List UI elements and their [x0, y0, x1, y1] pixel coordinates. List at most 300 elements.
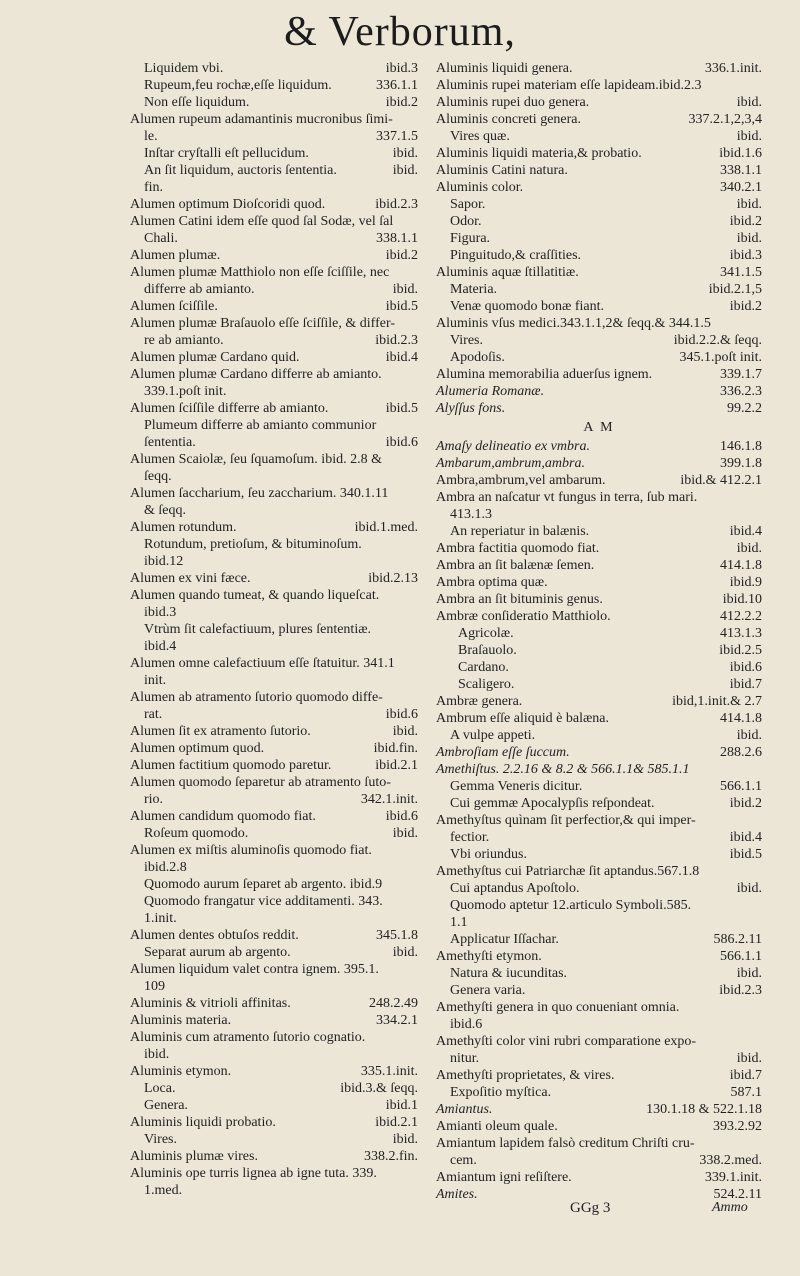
entry-text: Ambra an naſcatur vt fungus in terra, ſub mari. — [436, 490, 698, 505]
entry-text: Cui gemmæ Apocalypſis reſpondeat. — [450, 796, 655, 811]
entry-text: Alumen optimum Dioſcoridi quod. — [130, 197, 326, 212]
entry-text: Plumeum differre ab amianto communior — [144, 418, 377, 433]
index-entry — [436, 128, 766, 145]
entry-reference: 337.1.5 — [376, 129, 418, 144]
entry-reference: 338.1.1 — [376, 231, 418, 246]
entry-reference: ibid.2.1 — [375, 758, 418, 773]
index-entry — [436, 642, 766, 659]
entry-text: Aluminis rupei materiam eſſe lapideam.ibid.2.3 — [436, 78, 702, 93]
entry-text: Amethyſti etymon. — [436, 949, 542, 964]
index-entry — [436, 608, 766, 625]
index-entry — [436, 111, 766, 128]
index-entry — [130, 145, 422, 162]
index-entry — [130, 825, 422, 842]
index-entry — [436, 472, 766, 489]
index-entry — [130, 672, 422, 689]
index-entry — [436, 1050, 766, 1067]
index-entry — [130, 740, 422, 757]
entry-reference: ibid.7 — [729, 677, 762, 692]
entry-text: Alumen optimum quod. — [130, 741, 265, 756]
entry-text: Aluminis vſus medici.343.1.1,2& ſeqq.& 344.1.5 — [436, 316, 711, 331]
entry-text: An ſit liquidum, auctoris ſententia. — [144, 163, 337, 178]
index-entry — [436, 999, 766, 1016]
index-entry — [436, 281, 766, 298]
entry-text: Vbi oriundus. — [450, 847, 527, 862]
entry-reference: ibid. — [392, 1132, 418, 1147]
index-entry — [436, 506, 766, 523]
entry-reference: 566.1.1 — [720, 779, 762, 794]
index-entry — [130, 485, 422, 502]
entry-reference: 146.1.8 — [720, 439, 762, 454]
entry-text: 339.1.poſt init. — [144, 384, 227, 399]
entry-text: ſeqq. — [144, 469, 172, 484]
index-entry — [130, 1012, 422, 1029]
entry-text: ſententia. — [144, 435, 196, 450]
index-entry — [130, 791, 422, 808]
entry-text: Alumen dentes obtuſos reddit. — [130, 928, 299, 943]
index-entry — [130, 536, 422, 553]
entry-text: Alumen ſaccharium, ſeu zaccharium. 340.1.11 — [130, 486, 389, 501]
entry-reference: ibid.5 — [385, 401, 418, 416]
entry-reference: ibid. — [736, 728, 762, 743]
index-entry — [130, 332, 422, 349]
entry-reference: ibid. — [392, 945, 418, 960]
entry-text: Amiantum igni reſiſtere. — [436, 1170, 572, 1185]
entry-text: Alumen omne calefactiuum eſſe ſtatuitur. 341.1 — [130, 656, 395, 671]
entry-text: Aluminis cum atramento ſutorio cognatio. — [130, 1030, 366, 1045]
entry-reference: ibid.2.1,5 — [708, 282, 762, 297]
entry-text: Alumen ſciſſile. — [130, 299, 218, 314]
index-entry — [436, 982, 766, 999]
entry-text: Vires quæ. — [450, 129, 510, 144]
index-entry — [436, 557, 766, 574]
entry-text: Agricolæ. — [458, 626, 514, 641]
index-entry — [436, 676, 766, 693]
index-entry — [130, 961, 422, 978]
left-column — [130, 60, 422, 1199]
entry-text: Separat aurum ab argento. — [144, 945, 291, 960]
index-entry — [130, 77, 422, 94]
entry-text: 1.med. — [144, 1183, 183, 1198]
index-entry — [130, 1165, 422, 1182]
entry-text: Alumen candidum quomodo fiat. — [130, 809, 316, 824]
index-entry — [130, 451, 422, 468]
entry-text: Ambroſiam eſſe ſuccum. — [436, 745, 570, 760]
index-entry — [130, 434, 422, 451]
entry-reference: ibid.fin. — [373, 741, 418, 756]
entry-reference: ibid.9 — [729, 575, 762, 590]
entry-text: Aluminis liquidi genera. — [436, 61, 573, 76]
index-entry — [436, 931, 766, 948]
entry-reference: ibid.10 — [722, 592, 762, 607]
entry-text: Amiantus. — [436, 1102, 493, 1117]
index-entry — [130, 1114, 422, 1131]
entry-text: Alumen Scaiolæ, ſeu ſquamoſum. ibid. 2.8 & — [130, 452, 382, 467]
entry-text: Inſtar cryſtalli eſt pellucidum. — [144, 146, 309, 161]
entry-reference: ibid,1.init.& 2.7 — [672, 694, 762, 709]
entry-text: Materia. — [450, 282, 498, 297]
index-entry — [130, 349, 422, 366]
entry-text: Amiantum lapidem falsò creditum Chriſti cru- — [436, 1136, 695, 1151]
entry-reference: ibid.2 — [385, 248, 418, 263]
entry-text: Aluminis Catini natura. — [436, 163, 568, 178]
index-entry — [436, 812, 766, 829]
entry-text: Natura & iucunditas. — [450, 966, 568, 981]
entry-text: Aluminis concreti genera. — [436, 112, 582, 127]
entry-text: Quomodo frangatur vice additamenti. 343. — [144, 894, 383, 909]
entry-reference: ibid.1.med. — [354, 520, 418, 535]
index-entry — [130, 1131, 422, 1148]
entry-reference: 338.1.1 — [720, 163, 762, 178]
entry-text: Alumen ex miſtis aluminoſis quomodo fiat. — [130, 843, 372, 858]
entry-reference: ibid.5 — [729, 847, 762, 862]
entry-reference: ibid.2.1 — [375, 1115, 418, 1130]
entry-text: init. — [144, 673, 167, 688]
index-entry — [130, 757, 422, 774]
entry-text: ibid.12 — [144, 554, 184, 569]
entry-reference: ibid. — [392, 282, 418, 297]
entry-reference: ibid.2 — [385, 95, 418, 110]
index-entry — [436, 60, 766, 77]
entry-reference: ibid.6 — [385, 707, 418, 722]
index-entry — [436, 863, 766, 880]
index-entry — [130, 502, 422, 519]
index-entry — [130, 553, 422, 570]
index-entry — [436, 1033, 766, 1050]
entry-text: Vtrùm ſit calefactiuum, plures ſententiæ. — [144, 622, 372, 637]
entry-text: Non eſſe liquidum. — [144, 95, 250, 110]
index-entry — [130, 179, 422, 196]
entry-reference: 336.1.init. — [704, 61, 762, 76]
index-entry — [130, 1063, 422, 1080]
index-entry — [130, 1182, 422, 1199]
index-entry — [130, 927, 422, 944]
entry-reference: 413.1.3 — [720, 626, 762, 641]
index-entry — [436, 914, 766, 931]
entry-reference: 412.2.2 — [720, 609, 762, 624]
entry-text: Amianti oleum quale. — [436, 1119, 558, 1134]
index-entry — [436, 948, 766, 965]
entry-text: Aluminis rupei duo genera. — [436, 95, 590, 110]
entry-text: Quomodo aptetur 12.articulo Symboli.585. — [450, 898, 692, 913]
entry-reference: 248.2.49 — [369, 996, 418, 1011]
entry-text: A M — [583, 420, 615, 435]
entry-text: le. — [144, 129, 158, 144]
index-entry — [436, 438, 766, 455]
index-entry — [130, 230, 422, 247]
entry-text: Alumen ſit ex atramento ſutorio. — [130, 724, 311, 739]
entry-text: Alumina memorabilia aduerſus ignem. — [436, 367, 653, 382]
index-entry — [130, 808, 422, 825]
entry-text: Aluminis materia. — [130, 1013, 232, 1028]
entry-text: fin. — [144, 180, 164, 195]
index-entry — [436, 162, 766, 179]
entry-reference: 130.1.18 & 522.1.18 — [646, 1102, 762, 1117]
entry-text: Aluminis liquidi materia,& probatio. — [436, 146, 642, 161]
index-entry — [130, 944, 422, 961]
index-entry — [436, 761, 766, 778]
entry-text: Ambræ genera. — [436, 694, 523, 709]
entry-reference: 345.1.8 — [376, 928, 418, 943]
entry-text: 1.1 — [450, 915, 468, 930]
right-column — [436, 60, 766, 1203]
entry-text: Amethyſti color vini rubri comparatione expo- — [436, 1034, 697, 1049]
entry-reference: ibid. — [392, 163, 418, 178]
entry-reference: 414.1.8 — [720, 711, 762, 726]
index-entry — [436, 880, 766, 897]
entry-text: Alumen ſciſſile differre ab amianto. — [130, 401, 329, 416]
index-entry — [130, 1046, 422, 1063]
index-entry — [436, 196, 766, 213]
index-entry — [130, 315, 422, 332]
entry-text: Aluminis etymon. — [130, 1064, 232, 1079]
index-entry — [130, 111, 422, 128]
index-entry — [130, 570, 422, 587]
index-entry — [436, 366, 766, 383]
entry-text: 1.init. — [144, 911, 177, 926]
entry-reference: ibid.3 — [385, 61, 418, 76]
entry-text: Rotundum, pretioſum, & bituminoſum. — [144, 537, 362, 552]
entry-reference: 414.1.8 — [720, 558, 762, 573]
index-entry — [130, 723, 422, 740]
entry-text: Quomodo aurum ſeparet ab argento. ibid.9 — [144, 877, 383, 892]
entry-reference: 288.2.6 — [720, 745, 762, 760]
entry-reference: ibid. — [736, 231, 762, 246]
index-entry — [436, 591, 766, 608]
entry-reference: ibid. — [392, 724, 418, 739]
index-entry — [436, 145, 766, 162]
entry-text: Apodoſis. — [450, 350, 505, 365]
entry-text: Expoſitio myſtica. — [450, 1085, 552, 1100]
entry-reference: 587.1 — [730, 1085, 762, 1100]
entry-reference: 99.2.2 — [727, 401, 762, 416]
entry-reference: ibid.1 — [385, 1098, 418, 1113]
index-entry — [436, 332, 766, 349]
index-entry — [436, 897, 766, 914]
index-entry — [436, 489, 766, 506]
entry-text: Pinguitudo,& craſſities. — [450, 248, 582, 263]
entry-text: ibid.6 — [450, 1017, 483, 1032]
entry-text: cem. — [450, 1153, 477, 1168]
entry-text: Gemma Veneris dicitur. — [450, 779, 583, 794]
entry-text: Alumen plumæ Cardano differre ab amianto. — [130, 367, 382, 382]
entry-text: Alumen quomodo ſeparetur ab atramento ſuto- — [130, 775, 391, 790]
entry-text: Braſauolo. — [458, 643, 517, 658]
entry-text: Aluminis aquæ ſtillatitiæ. — [436, 265, 579, 280]
index-entry — [130, 1080, 422, 1097]
index-entry — [436, 1084, 766, 1101]
entry-text: Alumeria Romanæ. — [436, 384, 545, 399]
entry-reference: 338.2.fin. — [363, 1149, 418, 1164]
entry-text: Alumen ab atramento ſutorio quomodo diffe- — [130, 690, 383, 705]
entry-reference: 338.2.med. — [699, 1153, 762, 1168]
index-entry — [130, 604, 422, 621]
entry-reference: ibid.3 — [729, 248, 762, 263]
entry-reference: ibid.2.5 — [719, 643, 762, 658]
entry-text: Alumen plumæ. — [130, 248, 221, 263]
entry-text: Alumen factitium quomodo paretur. — [130, 758, 332, 773]
index-entry — [436, 455, 766, 472]
index-entry — [436, 744, 766, 761]
index-entry — [436, 1169, 766, 1186]
entry-text: ibid. — [144, 1047, 170, 1062]
entry-text: Cui aptandus Apoſtolo. — [450, 881, 580, 896]
entry-reference: 566.1.1 — [720, 949, 762, 964]
index-entry — [130, 281, 422, 298]
index-entry — [436, 400, 766, 417]
entry-text: Alumen ex vini fæce. — [130, 571, 251, 586]
entry-text: nitur. — [450, 1051, 480, 1066]
entry-text: Applicatur Iſſachar. — [450, 932, 559, 947]
index-entry — [130, 859, 422, 876]
index-entry — [436, 778, 766, 795]
entry-text: Aluminis plumæ vires. — [130, 1149, 258, 1164]
entry-text: Figura. — [450, 231, 491, 246]
entry-text: Alumen plumæ Braſauolo eſſe ſciſſile, & differ- — [130, 316, 396, 331]
entry-reference: ibid. — [736, 1051, 762, 1066]
index-entry — [436, 298, 766, 315]
index-entry — [130, 587, 422, 604]
entry-reference: ibid.4 — [729, 524, 762, 539]
index-entry — [436, 846, 766, 863]
entry-text: Ambræ conſideratio Matthiolo. — [436, 609, 611, 624]
catchword: Ammo — [712, 1200, 748, 1215]
entry-reference: 339.1.init. — [704, 1170, 762, 1185]
entry-reference: ibid. — [392, 826, 418, 841]
entry-text: Ambra factitia quomodo fiat. — [436, 541, 600, 556]
entry-reference: 335.1.init. — [360, 1064, 418, 1079]
entry-reference: ibid.3.& ſeqq. — [340, 1081, 418, 1096]
entry-reference: ibid. — [736, 881, 762, 896]
entry-reference: ibid.2 — [729, 796, 762, 811]
index-entry — [130, 638, 422, 655]
entry-reference: ibid.4 — [729, 830, 762, 845]
entry-reference: ibid. — [736, 541, 762, 556]
entry-reference: ibid.2 — [729, 214, 762, 229]
index-entry — [436, 625, 766, 642]
index-entry — [436, 213, 766, 230]
index-entry — [130, 842, 422, 859]
entry-text: Alumen liquidum valet contra ignem. 395.1. — [130, 962, 379, 977]
entry-reference: ibid. — [736, 966, 762, 981]
entry-text: Aluminis & vitrioli affinitas. — [130, 996, 291, 1011]
index-entry — [436, 1152, 766, 1169]
index-entry — [436, 94, 766, 111]
index-entry — [436, 1067, 766, 1084]
index-entry — [436, 315, 766, 332]
index-entry — [436, 383, 766, 400]
index-entry — [436, 693, 766, 710]
entry-text: Odor. — [450, 214, 482, 229]
section-heading — [436, 419, 766, 436]
index-entry — [436, 349, 766, 366]
entry-reference: 336.1.1 — [376, 78, 418, 93]
entry-reference: 399.1.8 — [720, 456, 762, 471]
entry-text: Aluminis color. — [436, 180, 524, 195]
entry-reference: ibid.2.3 — [375, 333, 418, 348]
index-entry — [130, 978, 422, 995]
entry-reference: 393.2.92 — [713, 1119, 762, 1134]
entry-reference: 339.1.7 — [720, 367, 762, 382]
entry-reference: ibid. — [736, 95, 762, 110]
entry-text: Amaſy delineatio ex vmbra. — [436, 439, 590, 454]
entry-text: Amethyſtus quìnam ſit perfectior,& qui imper- — [436, 813, 696, 828]
entry-reference: 342.1.init. — [360, 792, 418, 807]
entry-reference: 337.2.1,2,3,4 — [688, 112, 762, 127]
entry-reference: ibid.1.6 — [719, 146, 762, 161]
index-entry — [436, 727, 766, 744]
entry-text: Alumen Catini idem eſſe quod ſal Sodæ, vel ſal — [130, 214, 394, 229]
index-entry — [436, 1101, 766, 1118]
index-entry — [130, 366, 422, 383]
entry-text: Amethyſti proprietates, & vires. — [436, 1068, 615, 1083]
index-entry — [130, 128, 422, 145]
index-entry — [130, 1148, 422, 1165]
index-entry — [130, 94, 422, 111]
entry-text: Liquidem vbi. — [144, 61, 224, 76]
entry-text: Ambarum,ambrum,ambra. — [436, 456, 585, 471]
index-entry — [436, 230, 766, 247]
entry-text: rat. — [144, 707, 163, 722]
entry-text: Amethiſtus. 2.2.16 & 8.2 & 566.1.1& 585.1.1 — [436, 762, 690, 777]
entry-text: Ambra,ambrum,vel ambarum. — [436, 473, 606, 488]
entry-text: Ambra an ſit bituminis genus. — [436, 592, 603, 607]
index-entry — [436, 829, 766, 846]
entry-reference: 341.1.5 — [720, 265, 762, 280]
entry-text: Alumen plumæ Cardano quid. — [130, 350, 300, 365]
signature-mark: GGg 3 — [570, 1200, 611, 1216]
entry-reference: 340.2.1 — [720, 180, 762, 195]
index-entry — [130, 298, 422, 315]
index-entry — [436, 179, 766, 196]
entry-text: Amethyſti genera in quo conueniant omnia. — [436, 1000, 680, 1015]
entry-text: A vulpe appeti. — [450, 728, 536, 743]
index-entry — [130, 1097, 422, 1114]
index-entry — [130, 417, 422, 434]
entry-text: Aluminis ope turris lignea ab igne tuta. 339. — [130, 1166, 377, 1181]
index-entry — [130, 995, 422, 1012]
index-entry — [130, 247, 422, 264]
entry-text: & ſeqq. — [144, 503, 186, 518]
entry-text: 413.1.3 — [450, 507, 492, 522]
entry-text: ibid.2.8 — [144, 860, 187, 875]
entry-reference: ibid.7 — [729, 1068, 762, 1083]
entry-reference: ibid.6 — [729, 660, 762, 675]
entry-text: re ab amianto. — [144, 333, 224, 348]
index-entry — [130, 213, 422, 230]
entry-text: Alumen rupeum adamantinis mucronibus ſimi- — [130, 112, 393, 127]
entry-text: Alumen plumæ Matthiolo non eſſe ſciſſile, nec — [130, 265, 390, 280]
entry-text: Ambra optima quæ. — [436, 575, 548, 590]
entry-text: Sapor. — [450, 197, 486, 212]
entry-reference: ibid.& 412.2.1 — [680, 473, 762, 488]
index-entry — [436, 1118, 766, 1135]
entry-reference: 336.2.3 — [720, 384, 762, 399]
index-entry — [130, 706, 422, 723]
entry-text: Amites. — [436, 1187, 478, 1202]
index-entry — [436, 659, 766, 676]
index-entry — [436, 264, 766, 281]
index-entry — [130, 655, 422, 672]
entry-text: Vires. — [450, 333, 483, 348]
entry-reference: 345.1.poſt init. — [679, 350, 762, 365]
page-title: & Verborum, — [284, 9, 516, 55]
entry-text: Alumen rotundum. — [130, 520, 237, 535]
index-entry — [436, 523, 766, 540]
entry-reference: ibid.6 — [385, 809, 418, 824]
entry-reference: ibid.4 — [385, 350, 418, 365]
entry-text: Chali. — [144, 231, 178, 246]
